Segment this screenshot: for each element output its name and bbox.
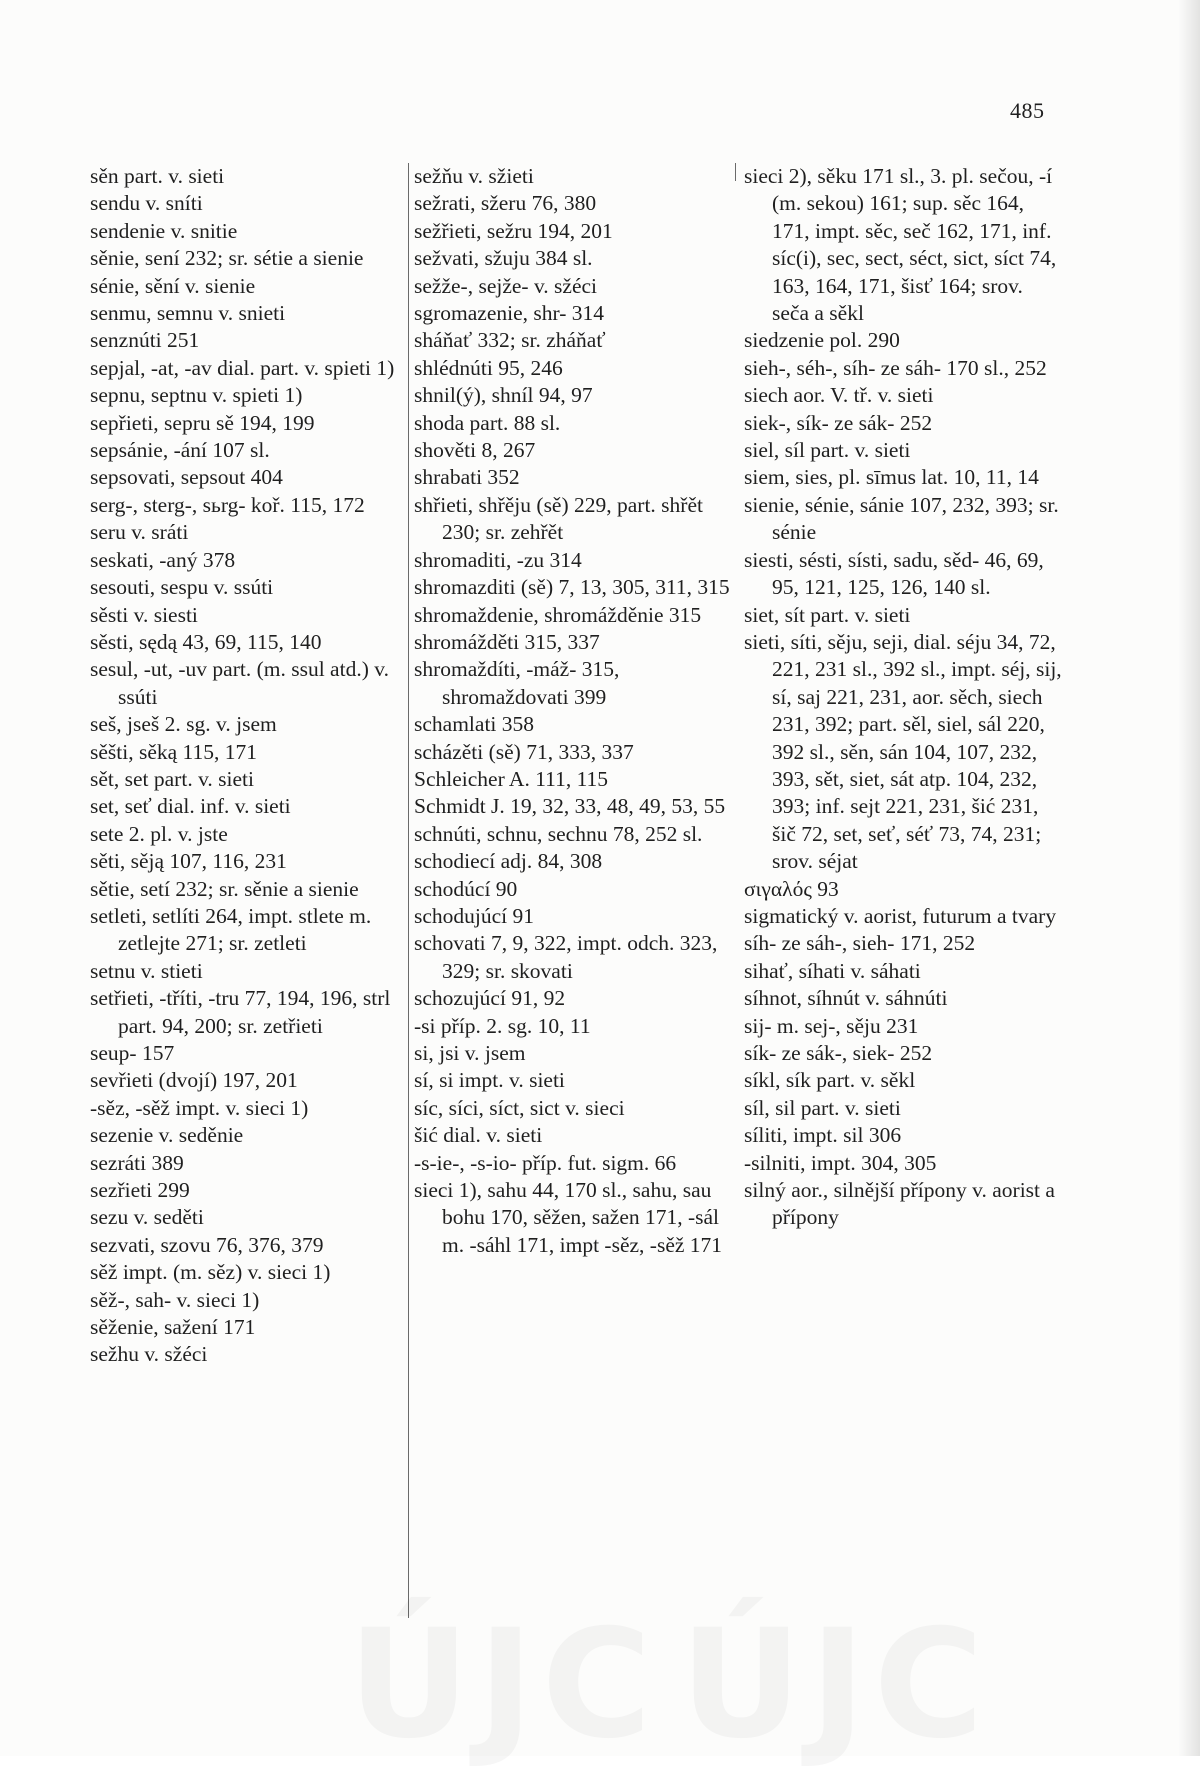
index-entry: sezvati, szovu 76, 376, 379 bbox=[90, 1232, 324, 1257]
index-entry: senmu, semnu v. snieti bbox=[90, 301, 286, 326]
watermark bbox=[348, 1598, 660, 1772]
index-entry: shromážděti 315, 337 bbox=[414, 629, 600, 654]
index-entry: sík- ze sák-, siek- 252 bbox=[744, 1041, 933, 1065]
index-entry: sendenie v. snitie bbox=[90, 218, 238, 243]
index-entry: sieh-, séh-, síh- ze sáh- 170 sl., 252 bbox=[744, 355, 1047, 380]
index-entry: sežhu v. sžéci bbox=[90, 1342, 208, 1367]
index-entry: setleti, setlíti 264, impt. stlete m. zetlejte 271; sr. zetleti bbox=[90, 903, 372, 956]
index-entry: Schmidt J. 19, 32, 33, 48, 49, 53, 55 bbox=[414, 794, 726, 819]
index-entry: sepsánie, -ání 107 sl. bbox=[90, 438, 270, 463]
index-entry: siek-, sík- ze sák- 252 bbox=[744, 410, 933, 435]
index-entry: siet, sít part. v. sieti bbox=[744, 602, 911, 627]
index-entry: sihať, síhati v. sáhati bbox=[744, 958, 921, 983]
index-entry: -sěz, -sěž impt. v. sieci 1) bbox=[90, 1095, 309, 1120]
index-entry: shověti 8, 267 bbox=[414, 438, 536, 463]
index-entry: schnúti, schnu, sechnu 78, 252 sl. bbox=[414, 821, 703, 846]
index-entry: síhnot, síhnút v. sáhnúti bbox=[744, 986, 948, 1011]
index-entry: setřieti, -tříti, -tru 77, 194, 196, strl part. 94, 200; sr. zetřieti bbox=[90, 986, 391, 1038]
index-entry: sienie, sénie, sánie 107, 232, 393; sr. sénie bbox=[744, 492, 1059, 545]
index-column-1 bbox=[90, 163, 408, 1369]
index-entry: sěženie, sažení 171 bbox=[90, 1315, 256, 1340]
index-entry: sepjal, -at, -av dial. part. v. spieti 1) bbox=[90, 355, 395, 380]
index-entry: sénie, sění v. sienie bbox=[90, 273, 256, 298]
index-entry: síh- ze sáh-, sieh- 171, 252 bbox=[744, 931, 976, 956]
index-entry: shromaždíti, -máž- 315, shromaždovati 399 bbox=[414, 657, 620, 709]
index-entry: sežňu v. sžieti bbox=[414, 164, 534, 188]
index-entry: -s-ie-, -s-io- příp. fut. sigm. 66 bbox=[414, 1150, 677, 1175]
index-entry: shromazditi (sě) 7, 13, 305, 311, 315 bbox=[414, 575, 730, 600]
index-entry: sěn part. v. sieti bbox=[90, 164, 225, 188]
index-entry: sevřieti (dvojí) 197, 201 bbox=[90, 1068, 298, 1093]
index-entry: shřieti, shřěju (sě) 229, part. shřět 230; sr. zehřět bbox=[414, 492, 703, 545]
index-entry: sěnie, sení 232; sr. sétie a sienie bbox=[90, 246, 364, 271]
index-entry: síl, sil part. v. sieti bbox=[744, 1095, 901, 1120]
index-entry: sežrati, sžeru 76, 380 bbox=[414, 191, 597, 216]
index-entry: sigmatický v. aorist, futurum a tvary bbox=[744, 903, 1057, 928]
column-divider-2 bbox=[735, 163, 736, 181]
index-entry: sháňať 332; sr. zháňať bbox=[414, 328, 606, 353]
index-entry: schodiecí adj. 84, 308 bbox=[414, 849, 603, 874]
index-entry: seskati, -aný 378 bbox=[90, 547, 236, 572]
index-entry: sěž impt. (m. sěz) v. sieci 1) bbox=[90, 1260, 331, 1285]
index-entry: sesouti, sespu v. ssúti bbox=[90, 575, 274, 600]
index-entry: sezenie v. seděnie bbox=[90, 1123, 244, 1148]
index-entry: -si příp. 2. sg. 10, 11 bbox=[414, 1013, 591, 1038]
index-entry: sesul, -ut, -uv part. (m. ssul atd.) v. ssúti bbox=[90, 657, 389, 709]
index-entry: síliti, impt. sil 306 bbox=[744, 1123, 902, 1148]
index-entry: scházěti (sě) 71, 333, 337 bbox=[414, 739, 634, 764]
index-entry: siel, síl part. v. sieti bbox=[744, 438, 911, 463]
watermark bbox=[680, 1598, 992, 1772]
index-entry: shromaždenie, shromážděnie 315 bbox=[414, 602, 702, 627]
index-entry: sendu v. sníti bbox=[90, 191, 203, 216]
index-entry: -silniti, impt. 304, 305 bbox=[744, 1150, 937, 1175]
index-entry: sětie, setí 232; sr. sěnie a sienie bbox=[90, 876, 359, 901]
index-entry: shrabati 352 bbox=[414, 465, 520, 490]
index-entry: sezráti 389 bbox=[90, 1150, 184, 1175]
index-entry: sěsti, sędą 43, 69, 115, 140 bbox=[90, 629, 322, 654]
index-entry: sěti, sěją 107, 116, 231 bbox=[90, 849, 287, 874]
index-entry: sěsti v. siesti bbox=[90, 602, 198, 627]
index-entry: seš, jseš 2. sg. v. jsem bbox=[90, 712, 277, 737]
index-entry: sieci 1), sahu 44, 170 sl., sahu, sau bohu 170, sěžen, sažen 171, -sál m. -sáhl 171, impt -sěz, -sěž 171 bbox=[414, 1178, 723, 1257]
index-entry: Schleicher A. 111, 115 bbox=[414, 766, 609, 791]
index-entry: sieci 2), sěku 171 sl., 3. pl. sečou, -í (m. sekou) 161; sup. sěc 164, 171, impt. sěc, seč 162, 171, inf. síc(i), sec, sect, séct, sict, síct 74, 163, 164, 171, šisť 164; srov. seča a sěkl bbox=[744, 164, 1057, 326]
index-entry: schodujúcí 91 bbox=[414, 903, 535, 928]
index-entry: serg-, sterg-, sьrg- koř. 115, 172 bbox=[90, 492, 365, 517]
index-entry: sieti, síti, sěju, seji, dial. séju 34, 72, 221, 231 sl., 392 sl., impt. séj, sij, sí, saj 221, 231, aor. sěch, siech 231, 392; part. sěl, siel, sál 220, 392 sl., sěn, sán 104, 107, 232, 393, sět, siet, sát atp. 104, 232, 393; inf. sejt 221, 231, šić 231, šič 72, set, seť, séť 73, 74, 231; srov. séjat bbox=[744, 629, 1062, 874]
index-entry: sežže-, sejže- v. sžéci bbox=[414, 273, 598, 298]
column-divider-1 bbox=[408, 163, 409, 1618]
index-entry: sepřieti, sepru sě 194, 199 bbox=[90, 410, 315, 435]
index-entry: síkl, sík part. v. sěkl bbox=[744, 1068, 916, 1093]
index-entry: schamlati 358 bbox=[414, 712, 535, 737]
index-column-3 bbox=[744, 163, 1064, 1232]
index-entry: set, seť dial. inf. v. sieti bbox=[90, 794, 291, 819]
index-entry: schovati 7, 9, 322, impt. odch. 323, 329; sr. skovati bbox=[414, 931, 718, 983]
index-entry: sěšti, sěką 115, 171 bbox=[90, 739, 258, 764]
index-entry: siech aor. V. tř. v. sieti bbox=[744, 383, 934, 408]
index-entry: shromaditi, -zu 314 bbox=[414, 547, 582, 572]
index-entry: seup- 157 bbox=[90, 1041, 175, 1065]
index-entry: siem, sies, pl. sīmus lat. 10, 11, 14 bbox=[744, 465, 1039, 490]
index-entry: sět, set part. v. sieti bbox=[90, 766, 255, 791]
index-column-2 bbox=[414, 163, 734, 1259]
index-entry: siesti, sésti, sísti, sadu, sěd- 46, 69, 95, 121, 125, 126, 140 sl. bbox=[744, 547, 1044, 600]
index-entry: síc, síci, síct, sict v. sieci bbox=[414, 1095, 625, 1120]
index-entry: sezu v. seděti bbox=[90, 1205, 204, 1230]
page-edge-shadow bbox=[1178, 0, 1200, 1756]
index-entry: schozujúcí 91, 92 bbox=[414, 986, 566, 1011]
index-entry: sgromazenie, shr- 314 bbox=[414, 301, 605, 326]
index-entry: shnil(ý), shníl 94, 97 bbox=[414, 383, 593, 408]
index-entry: sežřieti, sežru 194, 201 bbox=[414, 218, 613, 243]
index-entry: šić dial. v. sieti bbox=[414, 1123, 543, 1148]
index-entry: shlédnúti 95, 246 bbox=[414, 355, 563, 380]
index-entry: shoda part. 88 sl. bbox=[414, 410, 561, 435]
index-entry: senznúti 251 bbox=[90, 328, 200, 353]
index-entry: sepsovati, sepsout 404 bbox=[90, 465, 283, 490]
index-entry: schodúcí 90 bbox=[414, 876, 518, 901]
index-entry: sete 2. pl. v. jste bbox=[90, 821, 228, 846]
index-entry: siedzenie pol. 290 bbox=[744, 328, 900, 353]
index-entry: sij- m. sej-, sěju 231 bbox=[744, 1013, 919, 1038]
index-entry: silný aor., silnější přípony v. aorist a přípony bbox=[744, 1178, 1055, 1230]
index-entry: σιγαλός 93 bbox=[744, 876, 839, 901]
index-entry: si, jsi v. jsem bbox=[414, 1041, 526, 1065]
index-entry: setnu v. stieti bbox=[90, 958, 203, 983]
index-entry: sěž-, sah- v. sieci 1) bbox=[90, 1287, 260, 1312]
index-entry: sepnu, septnu v. spieti 1) bbox=[90, 383, 303, 408]
index-entry: sezřieti 299 bbox=[90, 1178, 190, 1203]
index-entry: sežvati, sžuju 384 sl. bbox=[414, 246, 593, 271]
index-entry: sí, si impt. v. sieti bbox=[414, 1068, 565, 1093]
page-number: 485 bbox=[1010, 98, 1045, 123]
index-entry: seru v. sráti bbox=[90, 520, 189, 545]
